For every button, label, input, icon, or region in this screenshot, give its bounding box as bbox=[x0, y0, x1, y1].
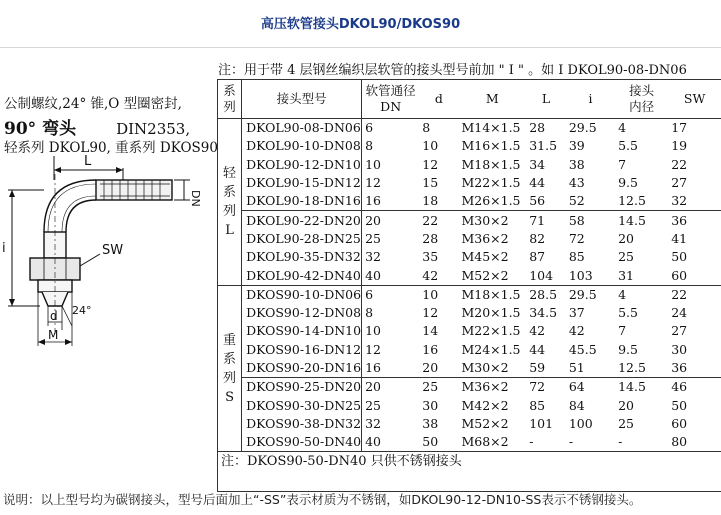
cell-i: 64 bbox=[566, 378, 615, 397]
description-line-3: 轻系列 DKOL90, 重系列 DKOS90 bbox=[4, 140, 218, 156]
dim-label-d: d bbox=[50, 309, 58, 323]
cell-dn: 40 bbox=[365, 267, 381, 283]
cell-model: DKOL90-12-DN10 bbox=[242, 156, 362, 174]
cell-i: 39 bbox=[568, 138, 585, 154]
table-row bbox=[218, 415, 721, 433]
cell-d: 28 bbox=[422, 230, 439, 246]
cell-d: 18 bbox=[422, 193, 439, 209]
cell-d: 42 bbox=[422, 267, 439, 283]
cell-l: 44 bbox=[529, 175, 546, 191]
cell-d: 10 bbox=[419, 285, 458, 304]
description-line-1: 公制螺纹,24° 锥,O 型圈密封, bbox=[4, 96, 182, 112]
table-row bbox=[218, 119, 721, 138]
spec-table bbox=[218, 80, 721, 471]
table-row bbox=[218, 378, 721, 397]
cell-m: M18×1.5 bbox=[461, 156, 521, 172]
cell-m: M36×2 bbox=[458, 378, 526, 397]
cell-dn: 32 bbox=[365, 415, 381, 431]
cell-m: M52×2 bbox=[461, 267, 509, 283]
dim-label-angle: 24° bbox=[72, 304, 92, 317]
table-row bbox=[218, 156, 721, 174]
table-row bbox=[218, 433, 721, 452]
cell-i: 84 bbox=[568, 397, 585, 413]
cell-model: DKOL90-10-DN08 bbox=[242, 137, 362, 155]
cell-dn: 20 bbox=[362, 211, 420, 230]
cell-m: M68×2 bbox=[461, 434, 509, 450]
cell-model: DKOS90-10-DN06 bbox=[242, 285, 362, 304]
table-row bbox=[218, 322, 721, 340]
title-divider bbox=[0, 47, 721, 48]
table-row bbox=[218, 304, 721, 322]
dim-label-L: L bbox=[84, 154, 92, 169]
cell-sw: 36 bbox=[668, 211, 721, 230]
dim-label-SW: SW bbox=[102, 243, 124, 258]
cell-sw: 50 bbox=[671, 397, 688, 413]
cell-inner: 25 bbox=[618, 415, 635, 431]
cell-l: 44 bbox=[529, 341, 546, 357]
cell-sw: 32 bbox=[671, 193, 688, 209]
cell-sw: 17 bbox=[671, 120, 688, 136]
cell-i: 38 bbox=[568, 156, 585, 172]
cell-dn: 6 bbox=[362, 285, 420, 304]
top-note: 注：用于带 4 层钢丝编织层软管的接头型号前加 " I " 。如 I DKOL90-08-DN06 bbox=[218, 63, 687, 78]
table-row bbox=[218, 285, 721, 304]
cell-sw: 24 bbox=[671, 305, 688, 321]
table-row bbox=[218, 230, 721, 248]
cell-model: DKOS90-38-DN32 bbox=[242, 415, 362, 433]
cell-model: DKOL90-18-DN16 bbox=[242, 192, 362, 211]
cell-l: - bbox=[529, 434, 534, 450]
cell-m: M18×1.5 bbox=[458, 285, 526, 304]
cell-model: DKOL90-35-DN32 bbox=[242, 248, 362, 266]
cell-sw: 27 bbox=[671, 175, 688, 191]
cell-d: 10 bbox=[422, 138, 439, 154]
cell-l: 31.5 bbox=[529, 138, 558, 154]
cell-sw: 80 bbox=[671, 434, 688, 450]
description-elbow-label: 90° 弯头 bbox=[4, 119, 77, 139]
header-series: 系 列 bbox=[218, 80, 242, 119]
cell-m: M24×1.5 bbox=[461, 341, 521, 357]
cell-d: 12 bbox=[422, 305, 439, 321]
cell-i: 45.5 bbox=[568, 341, 597, 357]
cell-inner: 12.5 bbox=[618, 360, 646, 375]
cell-dn: 12 bbox=[365, 175, 381, 191]
table-footer-note: 注：DKOS90-50-DN40 只供不锈钢接头 bbox=[218, 452, 721, 472]
cell-i: 103 bbox=[568, 267, 593, 283]
cell-sw: 41 bbox=[671, 230, 688, 246]
cell-m: M26×1.5 bbox=[461, 193, 521, 209]
cell-l: 104 bbox=[529, 267, 554, 283]
cell-sw: 30 bbox=[671, 341, 688, 357]
cell-inner: 5.5 bbox=[618, 305, 638, 321]
header-d: d bbox=[419, 80, 458, 119]
cell-model: DKOS90-16-DN12 bbox=[242, 341, 362, 359]
cell-d: 12 bbox=[422, 156, 439, 172]
cell-dn: 40 bbox=[365, 434, 381, 450]
header-inner: 接头 内径 bbox=[615, 80, 668, 119]
cell-i: 85 bbox=[568, 249, 585, 265]
cell-model: DKOL90-15-DN12 bbox=[242, 174, 362, 192]
cell-i: 29.5 bbox=[566, 285, 615, 304]
cell-model: DKOL90-42-DN40 bbox=[242, 266, 362, 285]
cell-sw: 60 bbox=[671, 267, 688, 283]
cell-m: M42×2 bbox=[461, 397, 509, 413]
cell-l: 85 bbox=[529, 397, 546, 413]
cell-i: 52 bbox=[568, 193, 585, 209]
cell-sw: 19 bbox=[671, 138, 688, 154]
cell-sw: 36 bbox=[671, 360, 688, 375]
cell-sw: 60 bbox=[671, 415, 688, 431]
table-row bbox=[218, 359, 721, 378]
cell-i: 51 bbox=[568, 360, 585, 375]
cell-i: - bbox=[568, 434, 574, 450]
cell-d: 35 bbox=[422, 249, 439, 265]
cell-sw: 22 bbox=[671, 156, 688, 172]
description-standard: DIN2353, bbox=[116, 120, 191, 138]
cell-m: M36×2 bbox=[461, 230, 509, 246]
cell-dn: 8 bbox=[365, 138, 374, 154]
cell-model: DKOL90-08-DN06 bbox=[242, 119, 362, 138]
cell-inner: 25 bbox=[618, 249, 635, 265]
cell-dn: 8 bbox=[365, 305, 374, 321]
dim-label-i: i bbox=[2, 241, 6, 256]
cell-inner: 20 bbox=[618, 397, 635, 413]
cell-l: 59 bbox=[529, 360, 546, 375]
cell-inner: 14.5 bbox=[615, 211, 668, 230]
cell-m: M52×2 bbox=[461, 415, 509, 431]
page-title: 高压软管接头DKOL90/DKOS90 bbox=[260, 17, 461, 32]
cell-d: 25 bbox=[419, 378, 458, 397]
cell-l: 56 bbox=[529, 193, 546, 209]
cell-l: 101 bbox=[529, 415, 554, 431]
cell-i: 58 bbox=[566, 211, 615, 230]
header-dn: 软管通径 DN bbox=[362, 80, 420, 119]
cell-sw: 22 bbox=[668, 285, 721, 304]
cell-i: 100 bbox=[568, 415, 593, 431]
cell-m: M22×1.5 bbox=[461, 323, 521, 339]
table-footer-row bbox=[218, 452, 721, 472]
table-row bbox=[218, 341, 721, 359]
cell-model: DKOS90-20-DN16 bbox=[242, 359, 362, 378]
cell-d: 14 bbox=[422, 323, 439, 339]
cell-l: 28.5 bbox=[526, 285, 566, 304]
header-sw: SW bbox=[668, 80, 721, 119]
cell-i: 37 bbox=[568, 305, 585, 321]
cell-inner: 14.5 bbox=[615, 378, 668, 397]
cell-l: 72 bbox=[526, 378, 566, 397]
header-m: M bbox=[458, 80, 526, 119]
cell-d: 22 bbox=[419, 211, 458, 230]
table-row bbox=[218, 137, 721, 155]
header-model: 接头型号 bbox=[242, 80, 362, 119]
cell-model: DKOS90-12-DN08 bbox=[242, 304, 362, 322]
cell-i: 42 bbox=[568, 323, 585, 339]
cell-model: DKOS90-50-DN40 bbox=[242, 433, 362, 452]
cell-model: DKOS90-30-DN25 bbox=[242, 396, 362, 414]
cell-dn: 16 bbox=[365, 193, 381, 209]
cell-m: M22×1.5 bbox=[461, 175, 521, 191]
cell-model: DKOS90-14-DN10 bbox=[242, 322, 362, 340]
cell-l: 42 bbox=[529, 323, 546, 339]
dim-label-DN: DN bbox=[189, 190, 202, 207]
cell-sw: 27 bbox=[671, 323, 688, 339]
cell-inner: 9.5 bbox=[618, 175, 638, 191]
table-row bbox=[218, 174, 721, 192]
cell-l: 71 bbox=[526, 211, 566, 230]
cell-inner: 7 bbox=[618, 323, 627, 339]
cell-inner: 7 bbox=[618, 156, 627, 172]
fitting-drawing bbox=[0, 150, 216, 350]
cell-m: M16×1.5 bbox=[461, 138, 521, 154]
cell-model: DKOL90-28-DN25 bbox=[242, 230, 362, 248]
cell-d: 50 bbox=[422, 434, 439, 450]
cell-inner: 9.5 bbox=[618, 341, 638, 357]
table-row bbox=[218, 192, 721, 211]
cell-inner: 31 bbox=[618, 267, 635, 283]
cell-inner: 4 bbox=[615, 285, 668, 304]
cell-inner: 5.5 bbox=[618, 138, 638, 154]
cell-dn: 25 bbox=[365, 397, 381, 413]
cell-dn: 10 bbox=[365, 156, 381, 172]
cell-l: 87 bbox=[529, 249, 546, 265]
cell-i: 72 bbox=[568, 230, 585, 246]
table-header-row bbox=[218, 80, 721, 119]
cell-d: 20 bbox=[422, 360, 439, 375]
table-row bbox=[218, 248, 721, 266]
cell-l: 34.5 bbox=[529, 305, 558, 321]
header-i: i bbox=[566, 80, 615, 119]
cell-m: M14×1.5 bbox=[461, 120, 521, 136]
series-group-label: 重 系 列 S bbox=[218, 285, 242, 452]
cell-dn: 25 bbox=[365, 230, 381, 246]
cell-d: 30 bbox=[422, 397, 439, 413]
cell-d: 38 bbox=[422, 415, 439, 431]
dim-label-M: M bbox=[48, 328, 59, 342]
cell-dn: 32 bbox=[365, 249, 381, 265]
cell-l: 28 bbox=[529, 120, 546, 136]
cell-dn: 16 bbox=[365, 360, 381, 375]
table-row bbox=[218, 266, 721, 285]
cell-d: 8 bbox=[422, 120, 431, 136]
cell-inner: 4 bbox=[618, 120, 627, 136]
cell-dn: 20 bbox=[362, 378, 420, 397]
cell-inner: 12.5 bbox=[618, 193, 646, 209]
cell-m: M45×2 bbox=[461, 249, 509, 265]
cell-d: 16 bbox=[422, 341, 439, 357]
table-row bbox=[218, 211, 721, 230]
cell-l: 34 bbox=[529, 156, 546, 172]
cell-dn: 12 bbox=[365, 341, 381, 357]
cell-model: DKOS90-25-DN20 bbox=[242, 378, 362, 397]
cell-sw: 50 bbox=[671, 249, 688, 265]
table-row bbox=[218, 396, 721, 414]
cell-dn: 10 bbox=[365, 323, 381, 339]
cell-m: M20×1.5 bbox=[461, 305, 521, 321]
cell-d: 15 bbox=[422, 175, 439, 191]
cell-i: 43 bbox=[568, 175, 585, 191]
series-group-label: 轻 系 列 L bbox=[218, 119, 242, 286]
cell-inner: 20 bbox=[618, 230, 635, 246]
cell-dn: 6 bbox=[365, 120, 374, 136]
cell-m: M30×2 bbox=[461, 360, 509, 375]
header-l: L bbox=[526, 80, 566, 119]
cell-l: 82 bbox=[529, 230, 546, 246]
cell-sw: 46 bbox=[668, 378, 721, 397]
cell-inner: - bbox=[618, 434, 623, 450]
cell-m: M30×2 bbox=[458, 211, 526, 230]
bottom-note: 说明：以上型号均为碳钢接头，型号后面加上“-SS”表示材质为不锈钢，如DKOL90-12-DN10-SS表示不锈钢接头。 bbox=[3, 492, 642, 507]
cell-model: DKOL90-22-DN20 bbox=[242, 211, 362, 230]
cell-i: 29.5 bbox=[568, 120, 597, 136]
